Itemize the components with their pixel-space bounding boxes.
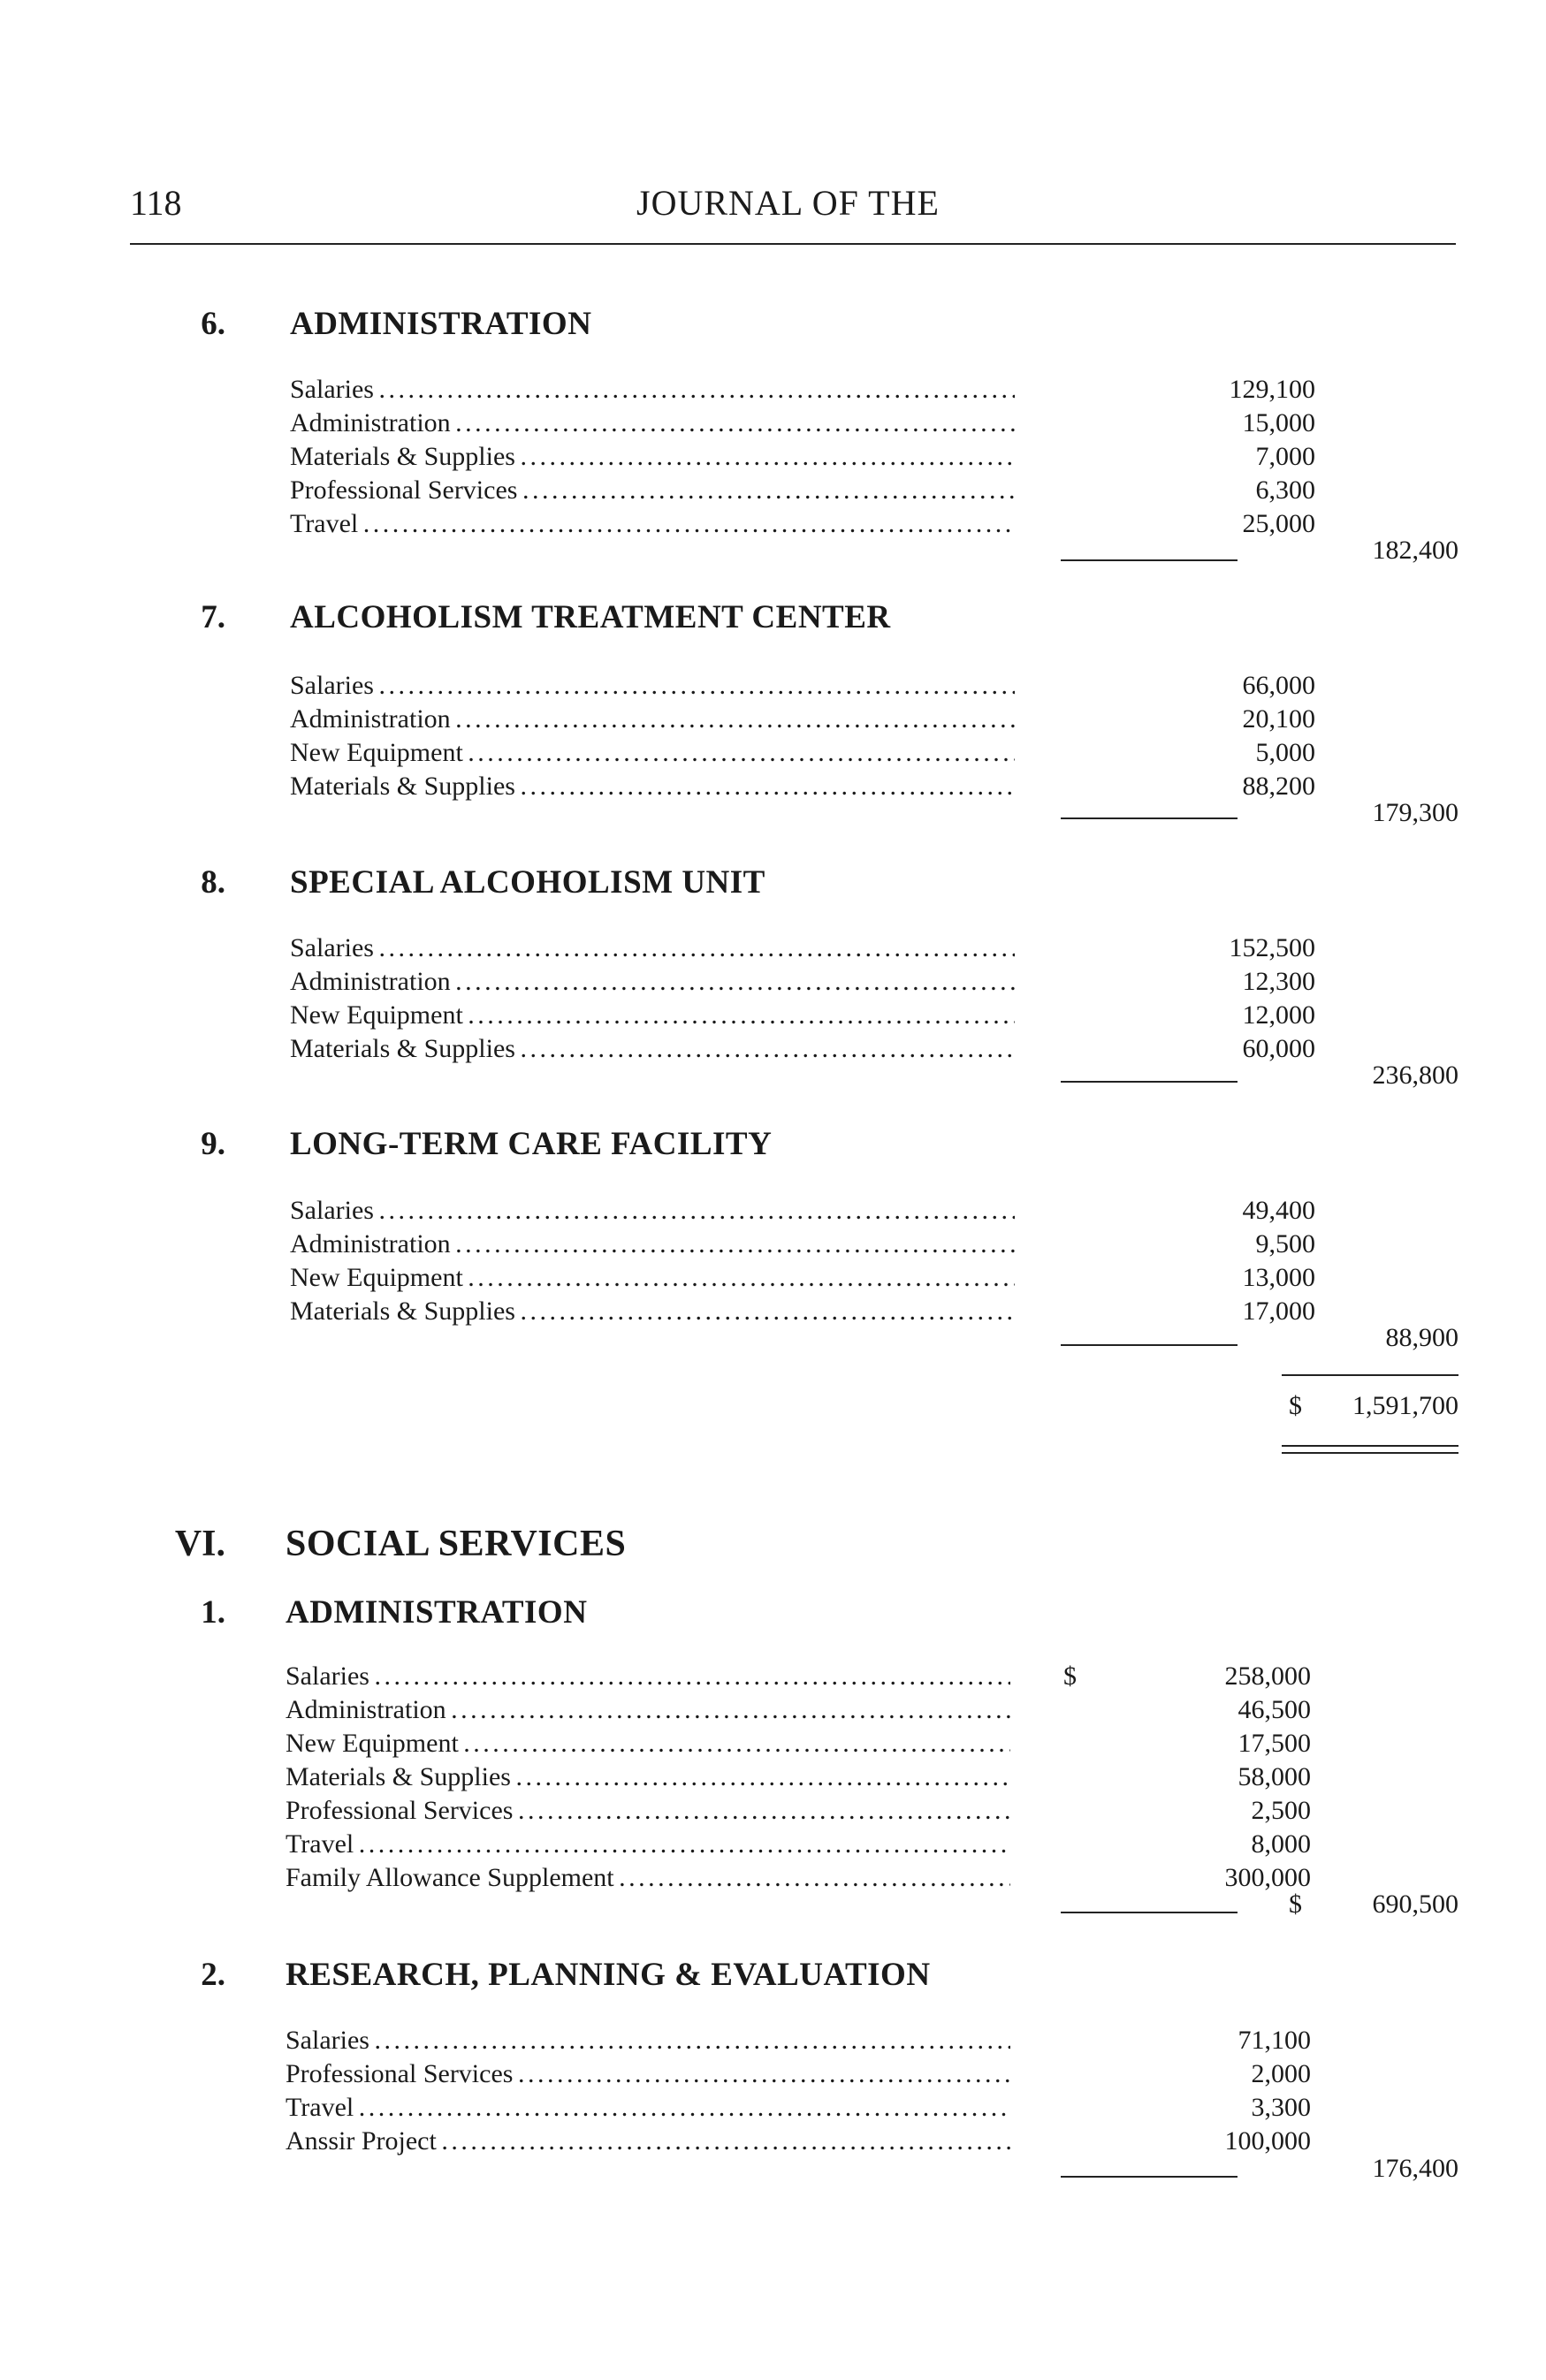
section-total-amount: 88,900	[1385, 1323, 1458, 1352]
section-total	[1273, 1323, 1458, 1357]
line-item-amount: 58,000	[1238, 1762, 1311, 1791]
section-total	[1273, 1061, 1458, 1094]
line-item-label: Administration . . .	[290, 703, 1015, 736]
section-total	[1273, 536, 1458, 569]
line-item-label: Travel . . .	[286, 1828, 1010, 1861]
subtotal-rule	[1061, 1344, 1238, 1346]
line-item-amount: 3,300	[1251, 2093, 1311, 2122]
section-total	[1289, 1890, 1458, 1923]
line-item-label: New Equipment . . .	[286, 1727, 1010, 1760]
line-item-amount: 12,300	[1242, 967, 1315, 996]
line-item-amount: 66,000	[1242, 671, 1315, 700]
grand-total-double-rule-2	[1282, 1452, 1458, 1454]
section-total	[1273, 2154, 1458, 2187]
section-number: 1.	[201, 1594, 225, 1631]
line-item-amount: 258,000	[1224, 1661, 1311, 1691]
line-item-amount: 20,100	[1242, 704, 1315, 734]
line-item-amount: 71,100	[1238, 2026, 1311, 2055]
section-title: ADMINISTRATION	[286, 1594, 588, 1631]
line-item-label: Family Allowance Supplement . . .	[286, 1861, 1010, 1895]
grand-total-amount: 1,591,700	[1352, 1391, 1458, 1420]
section-number: 2.	[201, 1957, 225, 1993]
line-item-amount: 129,100	[1229, 375, 1315, 404]
line-item-label: New Equipment . . .	[290, 1261, 1015, 1295]
line-item-amount: 8,000	[1251, 1829, 1311, 1859]
subtotal-rule	[1061, 817, 1238, 819]
line-item-amount: 88,200	[1242, 772, 1315, 801]
line-item-label: Materials & Supplies . . .	[290, 440, 1015, 474]
section-number: 8.	[201, 864, 225, 901]
line-item-label: Travel . . .	[286, 2091, 1010, 2125]
line-item-label: New Equipment . . .	[290, 736, 1015, 770]
grand-total	[1289, 1391, 1458, 1425]
line-item-label: Professional Services . . .	[286, 2057, 1010, 2091]
line-item-label: Administration . . .	[286, 1693, 1010, 1727]
line-item-amount: 9,500	[1255, 1229, 1315, 1258]
line-item-label: Salaries . . .	[286, 2024, 1010, 2057]
line-item-label: Salaries . . .	[290, 931, 1015, 965]
line-item-amount: 46,500	[1238, 1695, 1311, 1724]
line-item-label: New Equipment . . .	[290, 999, 1015, 1032]
line-item-label: Salaries . . .	[290, 1194, 1015, 1228]
section-number: 6.	[201, 306, 225, 342]
subtotal-rule	[1061, 559, 1238, 561]
section-title: ADMINISTRATION	[290, 306, 592, 342]
grand-total-currency: $	[1289, 1391, 1302, 1420]
line-item-label: Materials & Supplies . . .	[286, 1760, 1010, 1794]
line-item-amount: 152,500	[1229, 933, 1315, 962]
line-item-amount: 2,000	[1251, 2059, 1311, 2088]
line-item-amount: 12,000	[1242, 1000, 1315, 1030]
line-item-amount: 60,000	[1242, 1034, 1315, 1063]
line-item-amount: 300,000	[1224, 1863, 1311, 1892]
line-item-label: Administration . . .	[290, 407, 1015, 440]
line-item-label: Salaries . . .	[290, 373, 1015, 407]
line-item-label: Administration . . .	[290, 1228, 1015, 1261]
line-item-amount: 2,500	[1251, 1796, 1311, 1825]
section-title: SPECIAL ALCOHOLISM UNIT	[290, 864, 765, 901]
line-item-label: Salaries . . .	[286, 1660, 1010, 1693]
line-item-amount: 17,000	[1242, 1296, 1315, 1326]
section-title: RESEARCH, PLANNING & EVALUATION	[286, 1957, 931, 1993]
header-rule	[130, 243, 1456, 245]
section-total-amount: 176,400	[1372, 2154, 1458, 2183]
line-item-currency: $	[1063, 1661, 1077, 1691]
line-item-label: Professional Services . . .	[286, 1794, 1010, 1828]
line-item-amount: 15,000	[1242, 408, 1315, 437]
section-total	[1273, 798, 1458, 832]
line-item-label: Administration . . .	[290, 965, 1015, 999]
part-number: VI.	[174, 1524, 225, 1564]
line-item-label: Travel . . .	[290, 507, 1015, 541]
subtotal-rule	[1061, 2176, 1238, 2178]
line-item-label: Materials & Supplies . . .	[290, 1032, 1015, 1066]
section-number: 7.	[201, 599, 225, 635]
line-item-label: Materials & Supplies . . .	[290, 1295, 1015, 1328]
line-item-amount: 7,000	[1255, 442, 1315, 471]
section-number: 9.	[201, 1126, 225, 1162]
line-item-label: Anssir Project . . .	[286, 2125, 1010, 2158]
line-item-amount: 25,000	[1242, 509, 1315, 538]
line-item-label: Salaries . . .	[290, 669, 1015, 703]
section-total-amount: 236,800	[1372, 1061, 1458, 1090]
section-title: ALCOHOLISM TREATMENT CENTER	[290, 599, 891, 635]
line-item-amount: 6,300	[1255, 475, 1315, 505]
part-title: SOCIAL SERVICES	[286, 1524, 627, 1564]
subtotal-rule	[1061, 1081, 1238, 1083]
line-item-label: Professional Services . . .	[290, 474, 1015, 507]
line-item-amount: 49,400	[1242, 1196, 1315, 1225]
line-item-amount: 17,500	[1238, 1729, 1311, 1758]
line-item-label: Materials & Supplies . . .	[290, 770, 1015, 803]
journal-title: JOURNAL OF THE	[636, 183, 940, 223]
grand-total-top-rule	[1282, 1374, 1458, 1376]
section-total-currency: $	[1289, 1890, 1302, 1919]
section-total-amount: 182,400	[1372, 536, 1458, 565]
line-item-amount: 5,000	[1255, 738, 1315, 767]
page-number: 118	[130, 183, 182, 223]
section-total-amount: 179,300	[1372, 798, 1458, 827]
subtotal-rule	[1061, 1912, 1238, 1913]
section-title: LONG-TERM CARE FACILITY	[290, 1126, 773, 1162]
line-item-amount: 13,000	[1242, 1263, 1315, 1292]
section-total-amount: 690,500	[1372, 1890, 1458, 1919]
line-item-amount: 100,000	[1224, 2126, 1311, 2156]
grand-total-double-rule-1	[1282, 1445, 1458, 1447]
